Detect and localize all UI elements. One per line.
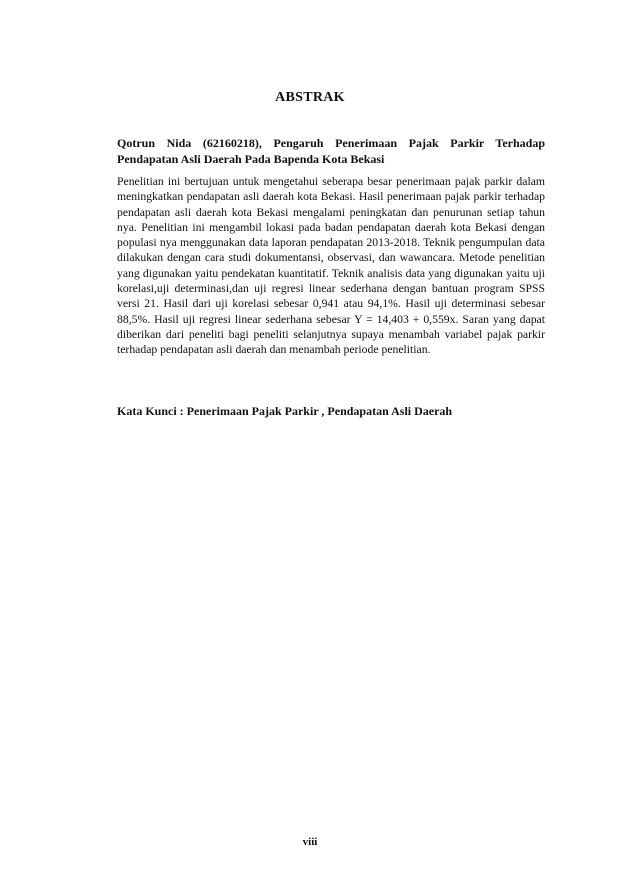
page-number: viii <box>302 836 318 848</box>
page-title: ABSTRAK <box>275 90 345 105</box>
keywords-line: Kata Kunci : Penerimaan Pajak Parkir , Pendapatan Asli Daerah <box>117 404 453 418</box>
abstract-paragraph: Penelitian ini bertujuan untuk mengetahui seberapa besar penerimaan pajak parkir dalam meningkatkan pendapatan asli daerah kota Bekasi. Hasil penerimaan pajak parkir terhadap pendapatan asli daerah kota Bekasi mengalami peningkatan dan penurunan setiap tahun nya. Penelitian ini mengambil lokasi pada badan pendapatan daerah kota Bekasi dengan populasi nya menggunakan data laporan pendapatan 2013-2018. Teknik pengumpulan data dilakukan dengan cara studi dokumentansi, observasi, dan wawancara. Metode penelitian yang digunakan yaitu pendekatan kuantitatif. Teknik analisis data yang digunakan yaitu uji korelasi,uji determinasi,dan uji regresi linear sederhana dengan bantuan program SPSS versi 21. Hasil dari uji korelasi sebesar 0,941 atau 94,1%. Hasil uji determinasi sebesar 88,5%. Hasil uji regresi linear sederhana sebesar Y = 14,403 + 0,559x. Saran yang dapat diberikan dari peneliti bagi peneliti selanjutnya supaya menambah variabel pajak parkir terhadap pendapatan asli daerah dan menambah periode penelitian. <box>117 175 545 357</box>
author-title-line: Qotrun Nida (62160218), Pengaruh Penerimaan Pajak Parkir Terhadap Pendapatan Asli Daerah Pada Bapenda Kota Bekasi <box>117 136 545 166</box>
